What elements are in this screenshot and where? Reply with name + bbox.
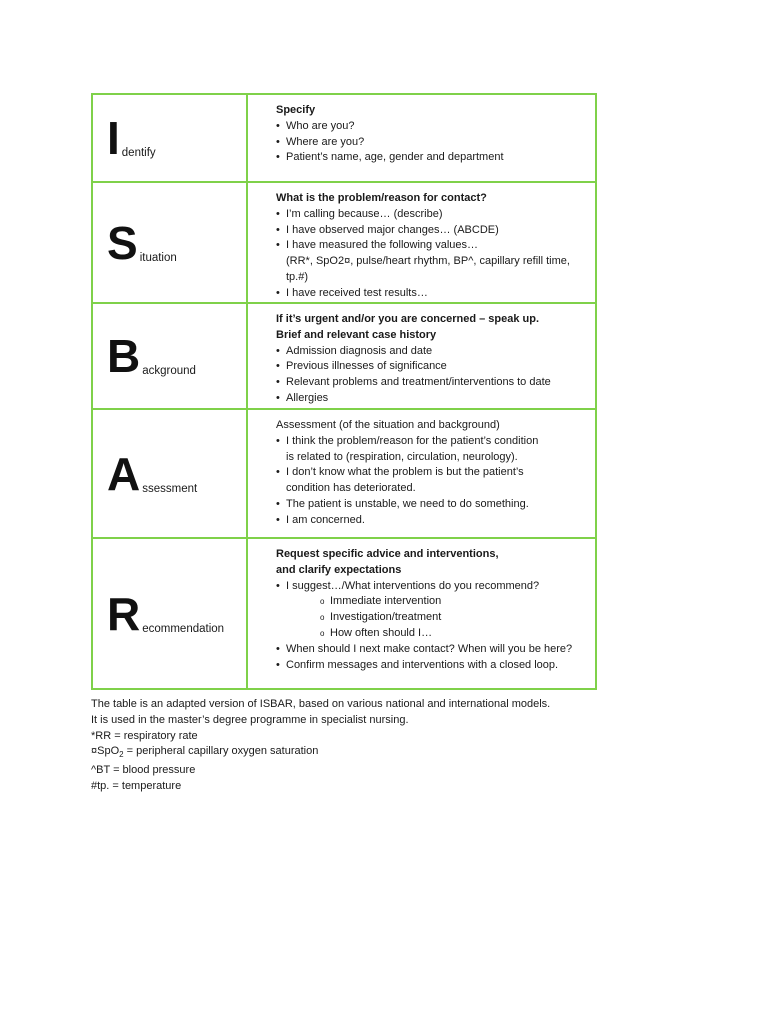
bullets-assessment [276, 434, 589, 529]
content-background [248, 304, 595, 408]
list-item: • I suggest…/What interventions do you recommend? [276, 579, 589, 595]
footnotes [91, 697, 611, 795]
row-identify [93, 95, 595, 181]
list-item: • I have measured the following values… [276, 238, 589, 254]
sub-list-item: o How often should I… [320, 626, 589, 642]
assessment-continuation-2: condition has deteriorated. [286, 482, 416, 495]
list-item: • Admission diagnosis and date [276, 344, 589, 360]
bullets-situation [276, 207, 589, 302]
heading-background-1: If it’s urgent and/or you are concerned – speak up. [276, 313, 540, 325]
values-continuation: (RR*, SpO2¤, pulse/heart rhythm, BP^, capillary refill time, tp.#) [286, 255, 570, 283]
list-item: • I think the problem/reason for the patient’s condition [276, 434, 589, 450]
sub-list-item: o Investigation/treatment [320, 610, 589, 626]
list-item: • Relevant problems and treatment/interventions to date [276, 375, 589, 391]
list-item: • When should I next make contact? When will you be here? [276, 642, 589, 658]
letter-i: I [107, 112, 120, 164]
letter-cell-identify [93, 95, 248, 181]
word-identify: dentify [121, 147, 156, 159]
content-assessment [248, 410, 595, 537]
bullets-identify [276, 119, 589, 166]
sub-list-item: o Immediate intervention [320, 594, 589, 610]
content-recommendation [248, 539, 595, 688]
content-situation [248, 183, 595, 302]
heading-recommendation-1: Request specific advice and interventions, [276, 548, 499, 560]
heading-situation: What is the problem/reason for contact? [276, 192, 487, 204]
letter-r: R [107, 587, 141, 640]
list-item: • Confirm messages and interventions with a closed loop. [276, 658, 589, 674]
footnote-bt: ^BT = blood pressure [91, 764, 196, 777]
footnote-tp: #tp. = temperature [91, 780, 182, 793]
row-situation [93, 181, 595, 302]
bullets-background [276, 344, 589, 407]
word-situation: ituation [139, 251, 177, 264]
letter-s: S [107, 216, 138, 269]
word-recommendation: ecommendation [142, 622, 225, 635]
list-item: • Allergies [276, 391, 589, 407]
footnote-spo2-subscript: 2 [119, 750, 124, 760]
footnote-spo2-prefix: ¤SpO [91, 745, 120, 758]
footnote-line-2: It is used in the master’s degree programme in specialist nursing. [91, 713, 409, 726]
list-item: • I am concerned. [276, 513, 589, 529]
heading-identify: Specify [276, 104, 316, 116]
list-item: • I don’t know what the problem is but the patient’s [276, 465, 589, 481]
list-item: • Who are you? [276, 119, 589, 135]
letter-cell-situation [93, 183, 248, 302]
word-background: ackground [142, 365, 196, 377]
list-item: • The patient is unstable, we need to do something. [276, 497, 589, 513]
footnote-spo2 [91, 744, 611, 763]
heading-background-2: Brief and relevant case history [276, 328, 437, 341]
isbar-table [91, 93, 597, 690]
content-identify [248, 95, 595, 181]
letter-b: B [107, 330, 141, 382]
footnote-spo2-suffix: = peripheral capillary oxygen saturation [123, 745, 319, 758]
heading-recommendation-2: and clarify expectations [276, 563, 402, 576]
letter-cell-background [93, 304, 248, 408]
sub-bullets-recommendation [276, 594, 589, 641]
list-item: • I have observed major changes… (ABCDE) [276, 223, 589, 239]
assessment-continuation-1: is related to (respiration, circulation, neurology). [286, 450, 518, 463]
word-assessment: ssessment [142, 482, 198, 495]
row-background [93, 302, 595, 408]
list-item: • Where are you? [276, 135, 589, 151]
list-item: • Patient’s name, age, gender and department [276, 150, 589, 166]
letter-cell-recommendation [93, 539, 248, 688]
letter-cell-assessment [93, 410, 248, 537]
list-item: • I have received test results… [276, 286, 589, 302]
footnote-rr: *RR = respiratory rate [91, 729, 198, 742]
footnote-line-1: The table is an adapted version of ISBAR, based on various national and international models. [91, 698, 551, 710]
heading-assessment: Assessment (of the situation and background) [276, 419, 500, 431]
bullets-recommendation [276, 579, 589, 674]
list-item: • I’m calling because… (describe) [276, 207, 589, 223]
letter-a: A [107, 447, 141, 500]
row-recommendation [93, 537, 595, 688]
row-assessment [93, 408, 595, 537]
list-item: • Previous illnesses of significance [276, 359, 589, 375]
